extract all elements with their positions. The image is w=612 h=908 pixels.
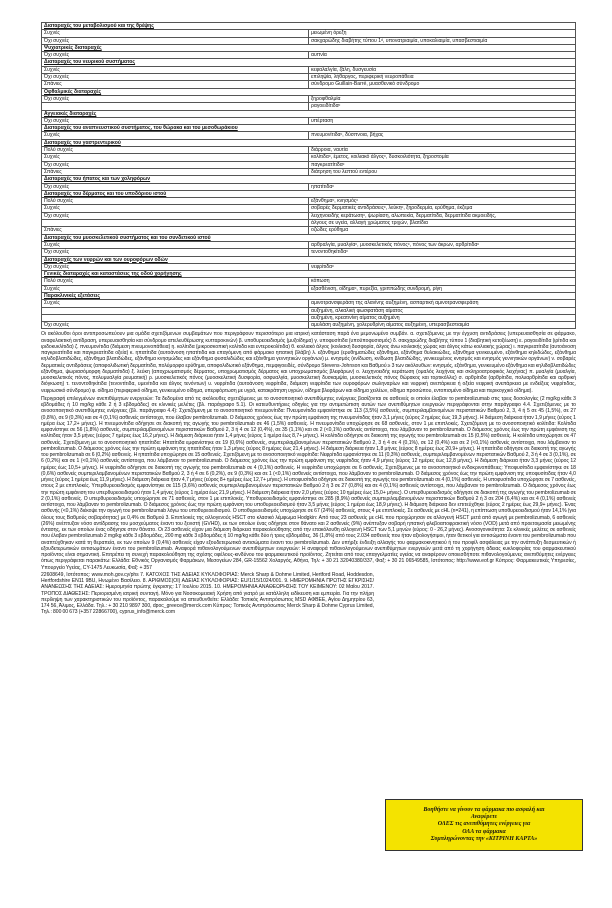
section-label: Ψυχιατρικές διαταραχές [42,44,576,51]
table-section-row [42,125,576,132]
table-section-row [42,110,576,117]
table-section-row [42,139,576,146]
yellow-card-line-1: Βοηθήστε να γίνουν τα φάρμακα πιο ασφαλή και [423,806,545,813]
frequency-cell: Συχνές [42,300,309,307]
table-row [42,168,576,175]
reaction-cell: επιληψία, λήθαργος, περιφερική νευροπάθεια [309,74,576,81]
reaction-cell: υπέρταση [309,117,576,124]
reaction-cell: διάτρηση του λεπτού εντέρου [309,168,576,175]
frequency-cell: Πολύ συχνές [42,278,309,285]
table-row [42,81,576,88]
frequency-cell: Όχι συχνές [42,183,309,190]
reaction-cell: αρθραλγία, μυαλγίαᶜ, μυοσκελετικός πόνοςᶜ, πόνος των άκρων, αρθρίτιδαᶜ [309,241,576,248]
table-row [42,278,576,285]
reaction-cell: αμυλάση αυξημένη, χολερυθρίνη αίματος αυξημένη, υπερασβεστιαιμία [309,322,576,329]
table-section-row [42,190,576,197]
frequency-cell [42,314,309,321]
bottom-section [41,572,576,616]
table-row [42,285,576,292]
table-section-row [42,59,576,66]
frequency-cell [42,220,309,227]
frequency-cell [42,103,309,110]
table-row [42,66,576,73]
frequency-cell: Όχι συχνές [42,37,309,44]
table-row [42,307,576,314]
table-section-row [42,176,576,183]
table-row [42,220,576,227]
reaction-cell: ηπατίτιδαᶜ [309,183,576,190]
frequency-cell: Όχι συχνές [42,263,309,270]
table-row [42,183,576,190]
table-row [42,205,576,212]
section-label: Διαταραχές του αναπνευστικού συστήματος, του θώρακα και του μεσοθωράκιου [42,125,576,132]
table-row [42,198,576,205]
reaction-cell: διάρροια, ναυτία [309,147,576,154]
reaction-cell: άλγους σε υγεία, αλλαγή χρώματος τριχών, βλατίδια [309,220,576,227]
section-label: Οφθαλμικές διαταραχές [42,88,576,95]
frequency-cell: Όχι συχνές [42,322,309,329]
yellow-card-line-5: Συμπληρώνοντας την «ΚΙΤΡΙΝΗ ΚΑΡΤΑ» [430,835,538,842]
frequency-cell: Όχι συχνές [42,117,309,124]
reaction-cell: μειωμένη όρεξη [309,30,576,37]
frequency-cell: Όχι συχνές [42,95,309,102]
table-row [42,314,576,321]
reaction-cell: νεφρίτιδαᶜ [309,263,576,270]
yellow-card-line-3: ΟΛΕΣ τις ανεπιθύμητες ενέργειες για [437,821,531,828]
section-label: Διαταραχές του νευρικού συστήματος [42,59,576,66]
frequency-cell [42,307,309,314]
frequency-cell: Σπάνιες [42,81,309,88]
table-row [42,322,576,329]
marketing-authorisation-paragraph: 22608649, Ιστότοπος: www.moh.gov.cy/phs 7. ΚΑΤΟΧΟΣ ΤΗΣ ΑΔΕΙΑΣ ΚΥΚΛΟΦΟΡΙΑΣ: Merck Sharp & Dohme Limited, Hertford Road, Hoddesdon, Hertfordshire EN11 9BU, Ηνωμένο Βασίλειο. 8. ΑΡΙΘΜΟΣ(ΟΙ) ΑΔΕΙΑΣ ΚΥΚΛΟΦΟΡΙΑΣ: EU/1/15/1024/001. 9. ΗΜΕΡΟΜΗΝΙΑ ΠΡΩΤΗΣ ΕΓΚΡΙΣΗΣ/ΑΝΑΝΕΩΣΗΣ ΤΗΣ ΑΔΕΙΑΣ: Ημερομηνία πρώτης έγκρισης: 17 Ιουλίου 2015. 10. ΗΜΕΡΟΜΗΝΙΑ ΑΝΑΘΕΩΡΗΣΗΣ ΤΟΥ ΚΕΙΜΕΝΟΥ: 02 Μαΐου 2017. ΤΡΟΠΟΣ ΔΙΑΘΕΣΗΣ: Περιορισμένη ιατρική συνταγή. Μόνο για Νοσοκομειακή Χρήση από γιατρό με κατάλληλη ειδίκευση και εμπειρία. Για την πλήρη περίληψη των χαρακτηριστικών του προϊόντος, παρακαλούμε να απευθυνθείτε: Ελλάδα: Τοπικός Αντιπρόσωπος MSD ΑΦΒΕΕ, Αγίου Δημητρίου 63, 174 56, Άλιμος, Ελλάδα. Τηλ.: + 30 210 9897 300, dpoc_greece@merck.com Κύπρος: Τοπικός Αντιπρόσωπος Merck Sharp & Dohme Cyprus Limited, Τηλ.: 800 00 673 (+357 22866700), cyprus_info@merck.com [41,571,374,616]
table-row [42,37,576,44]
table-row [42,117,576,124]
table-section-row [42,256,576,263]
frequency-cell: Όχι συχνές [42,212,309,219]
table-row [42,103,576,110]
table-row [42,95,576,102]
reaction-cell: ραγοειδίτιδαᶜ [309,103,576,110]
frequency-cell: Όχι συχνές [42,74,309,81]
reaction-cell: αυξημένη, κρεατινίνη αίματος αυξημένη [309,314,576,321]
reaction-cell: πνευμονίτιδαᶜ, δύσπνοια, βήχας [309,132,576,139]
reaction-cell: παγκρεατίτιδαᶜ [309,161,576,168]
frequency-cell: Σπάνιες [42,168,309,175]
table-section-row [42,292,576,299]
frequency-cell: Συχνές [42,66,309,73]
section-label: Διαταραχές του μεταβολισμού και της θρέψης [42,23,576,30]
table-row [42,241,576,248]
section-label: Παρακλινικές εξετάσεις [42,292,576,299]
frequency-cell: Συχνές [42,132,309,139]
reaction-cell: κολίτιδαᶜ, έμετος, κοιλιακό άλγοςᶜ, δυσκοιλιότητα, ξηροστομία [309,154,576,161]
table-section-row [42,44,576,51]
frequency-cell: Όχι συχνές [42,52,309,59]
reaction-cell: αυξημένη, αλκαλική φωσφατάση αίματος [309,307,576,314]
reaction-cell: σακχαρώδης διαβήτης τύπου 1ᵈ, υπονατριαιμία, υποκαλιαιμία, υπασβεστιαιμία [309,37,576,44]
reaction-cell: σύνδρομο Guillain-Barré, μυασθενικό σύνδρομο [309,81,576,88]
table-row [42,212,576,219]
reaction-cell: εξάνθημαᶜ, κνησμόςᶜ [309,198,576,205]
frequency-cell: Πολύ συχνές [42,198,309,205]
table-row [42,154,576,161]
frequency-cell: Συχνές [42,285,309,292]
reaction-cell: ξηροφθαλμία [309,95,576,102]
section-label: Διαταραχές του μυοσκελετικού συστήματος και του συνδετικού ιστού [42,234,576,241]
frequency-cell: Όχι συχνές [42,249,309,256]
frequency-cell: Όχι συχνές [42,161,309,168]
table-row [42,227,576,234]
reaction-cell: εξασθένιση, οίδημαᶜ, πυρεξία, γριππώδης συνδρομή, ρίγη [309,285,576,292]
frequency-cell: Πολύ συχνές [42,147,309,154]
reaction-cell: σοβαρές δερματικές αντιδράσειςᶜ, λεύκηᶜ, ξηροδερμία, ερύθημα, έκζεμα [309,205,576,212]
reaction-cell: λειχηνοειδής κεράτωσηᶜ, ψωρίαση, αλωπεκία, δερματίτιδα, δερματίτιδα ακμοειδής, [309,212,576,219]
yellow-card-line-4: ΟΛΑ τα φάρμακα [462,828,506,835]
table-row [42,249,576,256]
reaction-cell: οζώδες ερύθημα [309,227,576,234]
table-row [42,132,576,139]
section-label: Διαταραχές του γαστρεντερικού [42,139,576,146]
table-section-row [42,271,576,278]
section-label: Διαταραχές του δέρματος και του υποδόριου ιστού [42,190,576,197]
reaction-cell: κεφαλαλγία, ζάλη, δυσγευσία [309,66,576,73]
smpc-page [41,22,576,616]
table-row [42,300,576,307]
table-row [42,263,576,270]
reaction-cell: τενοντοθηκίτιδαᶜ [309,249,576,256]
frequency-cell: Συχνές [42,154,309,161]
section-label: Διαταραχές των νεφρών και των ουροφόρων οδών [42,256,576,263]
table-row [42,30,576,37]
yellow-card-line-2: Αναφέρετε [470,814,498,821]
frequency-cell: Συχνές [42,205,309,212]
section-label: Αγγειακές διαταραχές [42,110,576,117]
footnotes-paragraph: Οι ακόλουθοι όροι αντιπροσωπεύουν μια ομάδα σχετιζόμενων συμβαμάτων που περιγράφουν περισσότερο μια ιατρική κατάσταση παρά ένα μεμονωμένο συμβάν. α. σχετιζόμενες με την έγχυση αντιδράσεις (υπερευαισθησία σε φάρμακο, αναφυλακτική αντίδραση, υπερευαισθησία και σύνδρομο απελευθέρωσης κυτταροκινών) β. υποθυρεοειδισμός (μυξοίδημα) γ. υποφυσίτιδα (υποϋποφυσισμός) δ. σακχαρώδης διαβήτης τύπου 1 (διαβητική κετοξέωση) ε. ραγοειδίτιδα (ιρίτιδα και ιριδοκυκλίτιδα) ζ. πνευμονίτιδα (διάμεση πνευμονοπάθεια) η. κολίτιδα (μικροσκοπική κολίτιδα και εντεροκολίτιδα) θ. κοιλιακό άλγος (κοιλιακή δυσφορία, άλγος άνω κοιλιακής χώρας και άλγος κάτω κοιλιακής χώρας) ι. παγκρεατίτιδα (αυτοάνοση παγκρεατίτιδα και παγκρεατίτιδα οξεία) κ. ηπατίτιδα (αυτοάνοση ηπατίτιδα και επαγόμενη από φάρμακο ηπατική βλάβη) λ. εξάνθημα (ερυθηματώδες εξάνθημα, εξάνθημα θυλακιώδες, εξάνθημα γενικευμένο, εξάνθημα κηλιδώδες, εξάνθημα κηλιδοβλατιδώδες, εξάνθημα βλατιδώδες, εξάνθημα κνησμώδες και εξάνθημα φυσαλιδώδες και εξάνθημα γεννητικών οργάνων) μ. κνησμός (κνίδωση, κνίδωση βλατιδώδης, γενικευμένος κνησμός και κνησμός γεννητικών οργάνων) ν. σοβαρές δερματικές αντιδράσεις (αποφολιδωτική δερματίτιδα, πολύμορφο ερύθημα, αποφολιδωτικό εξάνθημα, πεμφιγοειδές, σύνδρομο Stevens-Johnson και Βαθμού ≥ 3 των ακόλουθων: κνησμός, εξάνθημα, γενικευμένο εξάνθημα και κηλιδοβλατιδώδες εξάνθημα, ψωριασόμορφη δερματίτιδα) ξ. λεύκη (αποχρωματισμός δέρματος, υποχρωματισμός δέρματος και υποχρωματισμός βλεφάρων) ο. λειχηνοειδής κεράτωση (ομαλός λειχήνας και σκληροατροφικός λειχήνας) π. μυαλγία (μυαλγία, μυοσκελετικός πόνος, πολυμυαλγία ρευματική) ρ. μυοσκελετικός πόνος (μυοσκελετική δυσφορία, οσφυαλγία, μυοσκελετική δυσκαμψία, μυοσκελετικός πόνος θώρακος και τορτικόλλις) σ. αρθρίτιδα (αρθρίτιδα, πολυαρθρίτιδα και αρθρική διόγκωση) τ. τενοντοθηκίτιδα (τενοντίτιδα, υμενίτιδα και άλγος τενόντων) υ. νεφρίτιδα (αυτοάνοση νεφρίτιδα, διάμεση νεφρίτιδα των ουροφόρων σωληναρίων και νεφρική ανεπάρκεια ή οξεία νεφρική ανεπάρκεια με ενδείξεις νεφρίτιδας, νεφρωσικό σύνδρομο) φ. οίδημα (περιφερικό οίδημα, γενικευμένο οίδημα, υπερφόρτωση με υγρά, κατακράτηση υγρών, οίδημα βλεφάρων και οίδημα χειλέων, οίδημα προσώπου, εντοπισμένο οίδημα και περικογχικό οίδημα). [41,331,576,394]
table-row [42,161,576,168]
reaction-cell: αυπνία [309,52,576,59]
table-row [42,74,576,81]
selected-adverse-reactions-paragraph: Περιγραφή επιλεγμένων ανεπιθύμητων ενεργειών: Τα δεδομένα από τις ακόλουθες σχετιζόμενες με το ανοσοποιητικό ανεπιθύμητες ενέργειες βασίζονται σε ασθενείς οι οποίοι έλαβαν το pembrolizumab στις τρεις δοσολογίες (2 mg/kg κάθε 3 εβδομάδες ή 10 mg/kg κάθε 2 ή 3 εβδομάδες) σε κλινικές μελέτες (βλ. παράγραφο 5.1). Οι κατευθυντήριες οδηγίες για την αντιμετώπιση αυτών των ανεπιθύμητων ενεργειών περιγράφονται στην παράγραφο 4.4. Σχετιζόμενες με το ανοσοποιητικό ανεπιθύμητες ενέργειες (βλ. παράγραφο 4.4): Σχετιζόμενη με το ανοσοποιητικό πνευμονίτιδα: Πνευμονίτιδα εμφανίστηκε σε 113 (3,5%) ασθενείς, συμπεριλαμβανομένων περιστατικών Βαθμού 2, 3, 4 ή 5 σε 45 (1,5%), σε 27 (0,8%), σε 9 (0,3%) και σε 4 (0,1%) ασθενείς αντίστοιχα, που έλαβαν pembrolizumab. Ο διάμεσος χρόνος έως την πρώτη εμφάνιση της πνευμονίτιδας ήταν 3,1 μήνες (εύρος 2 ημέρες έως 19,3 μήνες). Η διάμεση διάρκεια ήταν 1,9 μήνες (εύρος 1 ημέρα έως 17,2+ μήνες). Η πνευμονίτιδα οδήγησε σε διακοπή της αγωγής του pembrolizumab σε 46 (1,5%) ασθενείς. Η πνευμονίτιδα υποχώρησε σε 68 ασθενείς, στον 1 με επιπλοκές. Σχετιζόμενη με το ανοσοποιητικό κολίτιδα: Κολίτιδα εμφανίστηκε σε 56 (1,8%) ασθενείς, συμπεριλαμβανομένων περιστατικών Βαθμού 2, 3 ή 4 σε 12 (0,4%), σε 35 (1,1%) και σε 2 (<0,1%) ασθενείς αντίστοιχα, που λάμβαναν το pembrolizumab. Ο διάμεσος χρόνος έως την πρώτη εμφάνιση της κολίτιδας ήταν 3,5 μήνες (εύρος 7 ημέρες έως 16,2 μήνες). Η διάμεση διάρκεια ήταν 1,4 μήνες (εύρος 1 ημέρα έως 8,7+ μήνες). Η κολίτιδα οδήγησε σε διακοπή της αγωγής του pembrolizumab σε 15 (0,5%) ασθενείς. Η κολίτιδα υποχώρησε σε 47 ασθενείς. Σχετιζόμενη με το ανοσοποιητικό ηπατίτιδα: Ηπατίτιδα εμφανίστηκε σε 19 (0,6%) ασθενείς, συμπεριλαμβανομένων περιστατικών Βαθμού 2, 3 ή 4 σε 4 (0,1%), σε 12 (0,4%) και σε 2 (<0,1%) ασθενείς αντίστοιχα, που λάμβαναν το pembrolizumab. Ο διάμεσος χρόνος έως την πρώτη εμφάνιση της ηπατίτιδας ήταν 1,3 μήνες (εύρος 8 ημέρες έως 21,4 μήνες). Η διάμεση διάρκεια ήταν 1,8 μήνες (εύρος 8 ημέρες έως 20,9+ μήνες). Η ηπατίτιδα οδήγησε σε διακοπή της αγωγής του pembrolizumab σε 6 (0,2%) ασθενείς. Η ηπατίτιδα υποχώρησε σε 15 ασθενείς. Σχετιζόμενη με το ανοσοποιητικό νεφρίτιδα: Νεφρίτιδα εμφανίστηκε σε 11 (0,3%) ασθενείς, συμπεριλαμβανομένων περιστατικών Βαθμού 2, 3 ή 4 σε 3 (0,1%), σε 6 (0,2%) και σε 1 (<0,1%) ασθενείς αντίστοιχα, που λάμβαναν το pembrolizumab. Ο διάμεσος χρόνος έως την πρώτη εμφάνιση της νεφρίτιδας ήταν 4,9 μήνες (εύρος 12 ημέρες έως 12,8 μήνες). Η διάμεση διάρκεια ήταν 3,3 μήνες (εύρος 12 ημέρες έως 10,5+ μήνες). Η νεφρίτιδα οδήγησε σε διακοπή της αγωγής του pembrolizumab σε 4 (0,1%) ασθενείς. Η νεφρίτιδα υποχώρησε σε 6 ασθενείς. Σχετιζόμενες με το ανοσοποιητικό ενδοκρινοπάθειες: Υποφυσίτιδα εμφανίστηκε σε 18 (0,6%) ασθενείς συμπεριλαμβανομένων περιστατικών Βαθμού 2, 3 ή 4 σε 6 (0,2%), σε 9 (0,3%) και σε 1 (<0,1%) ασθενείς αντίστοιχα, που λάμβαναν το pembrolizumab. Ο διάμεσος χρόνος έως την πρώτη εμφάνιση της υποφυσίτιδας ήταν 4,0 μήνες (εύρος 1 ημέρα έως 11,9 μήνες). Η διάμεση διάρκεια ήταν 4,7 μήνες (εύρος 8+ ημέρες έως 12,7+ μήνες). Η υποφυσίτιδα οδήγησε σε διακοπή της αγωγής του pembrolizumab σε 4 (0,1%) ασθενείς. Η υποφυσίτιδα υποχώρησε σε 7 ασθενείς, στους 2 με επιπλοκές. Υπερθυρεοειδισμός εμφανίστηκε σε 115 (3,6%) ασθενείς συμπεριλαμβανομένων περιστατικών Βαθμού 2 ή 3 σε 27 (0,8%) και σε 4 (0,1%) ασθενείς αντίστοιχα, που λάμβαναν το pembrolizumab. Ο διάμεσος χρόνος έως την πρώτη εμφάνιση του υπερθυρεοειδισμού ήταν 1,4 μήνες (εύρος 1 ημέρα έως 21,9 μήνες). Η διάμεση διάρκεια ήταν 2,0 μήνες (εύρος 10 ημέρες έως 15,0+ μήνες). Ο υπερθυρεοειδισμός οδήγησε σε διακοπή της αγωγής του pembrolizumab σε 2 (0,1%) ασθενείς. Ο υπερθυρεοειδισμός υποχώρησε σε 71 ασθενείς, στον 1 με επιπλοκές. Υποθυρεοειδισμός εμφανίστηκε σε 285 (8,9%) ασθενείς συμπεριλαμβανομένων περιστατικών Βαθμού 2 ή 3 σε 204 (6,4%) και σε 4 (0,1%) ασθενείς αντίστοιχα, που λάμβαναν το pembrolizumab. Ο διάμεσος χρόνος έως την πρώτη εμφάνιση του υποθυρεοειδισμού ήταν 3,5 μήνες (εύρος 1 ημέρα έως 18,9 μήνες). Η διάμεση διάρκεια δεν επιτεύχθηκε (εύρος 2 ημέρες έως 29,9+ μήνες). Ένας ασθενής (<0,1%) διέκοψε την αγωγή του pembrolizumab λόγω του υποθυρεοειδισμού. Ο υποθυρεοειδισμός υποχώρησε σε 67 (24%) ασθενείς, στους 4 με επιπλοκές. Σε ασθενείς με cHL (n=241), η επίπτωση υποθυρεοειδισμού ήταν 14,1% (για όλους τους Βαθμούς σοβαρότητας) με 0,4% σε Βαθμού 3. Επιπλοκές της αλλογενούς HSCT στο κλασικό λέμφωμα Hodgkin: Από τους 23 ασθενείς με cHL που προχώρησαν σε αλλογενή HSCT μετά από αγωγή με pembrolizumab, 6 ασθενείς (26%) ανέπτυξαν νόσο αντίδρασης του μοσχεύματος έναντι του ξενιστή (GVHD), εκ των οποίων ένας οδήγησε στον θάνατο και 2 ασθενείς (9%) ανέπτυξαν σοβαρή ηπατική φλεβοαποφρακτική νόσο (VOD) μετά από προετοιμασία μειωμένης έντασης, εκ των οποίων ένας οδήγησε στον θάνατο. Οι 23 ασθενείς είχαν μια διάμεση διάρκεια παρακολούθησης από την επακόλουθη αλλογενή HSCT των 5,1 μηνών (εύρος: 0 - 26,2 μήνες). Ανοσογονικότητα: Σε κλινικές μελέτες σε ασθενείς που έλαβαν pembrolizumab 2 mg/kg κάθε 3 εβδομάδες, 200 mg κάθε 3 εβδομάδες ή 10 mg/kg κάθε δύο ή τρεις εβδομάδες, 36 (1,8%) από τους 2.034 ασθενείς που ήταν αξιολογήσιμοι, ήταν θετικοί για αντισώματα έναντι του pembrolizumab που αναπτύχθηκαν κατά τη θεραπεία, εκ των οποίων 9 (0,4%) ασθενείς είχαν εξουδετερωτικά αντισώματα έναντι του pembrolizumab. Δεν υπήρξε ένδειξη αλλαγής του φαρμακοκινητικού ή του προφίλ ασφάλειας με την ανάπτυξη δεσμευτικών ή εξουδετερωτικών αντισωμάτων έναντι του pembrolizumab. Αναφορά πιθανολογούμενων ανεπιθύμητων ενεργειών: Η αναφορά πιθανολογούμενων ανεπιθύμητων ενεργειών μετά από τη χορήγηση άδειας κυκλοφορίας του φαρμακευτικού προϊόντος είναι σημαντική. Επιτρέπει τη συνεχή παρακολούθηση της σχέσης οφέλους-κινδύνου του φαρμακευτικού προϊόντος. Ζητείται από τους επαγγελματίες υγείας να αναφέρουν οποιεσδήποτε πιθανολογούμενες ανεπιθύμητες ενέργειες όπως περιγράφεται παρακάτω: Ελλάδα: Εθνικός Οργανισμός Φαρμάκων, Μεσογείων 284, GR-15562 Χολαργός, Αθήνα, Τηλ: + 30 21 32040380/337, Φαξ: + 30 21 06549585, Ιστότοπος: http://www.eof.gr Κύπρος: Φαρμακευτικές Υπηρεσίες, Υπουργείο Υγείας, CY-1475 Λευκωσία, Φαξ: + 357 [41,395,576,571]
reaction-cell: αμινοτρανσφεράση της αλανίνης αυξημένη, ασπαρτική αμινοτρανσφεράση [309,300,576,307]
table-row [42,147,576,154]
table-section-row [42,234,576,241]
section-label: Γενικές διαταραχές και καταστάσεις της οδού χορήγησης [42,271,576,278]
table-section-row [42,23,576,30]
table-row [42,52,576,59]
frequency-cell: Συχνές [42,30,309,37]
reaction-cell: κόπωση [309,278,576,285]
section-label: Διαταραχές του ήπατος και των χοληφόρων [42,176,576,183]
adverse-reactions-table [41,22,576,329]
frequency-cell: Συχνές [42,241,309,248]
yellow-card-box [385,799,583,851]
table-section-row [42,88,576,95]
frequency-cell: Σπάνιες [42,227,309,234]
